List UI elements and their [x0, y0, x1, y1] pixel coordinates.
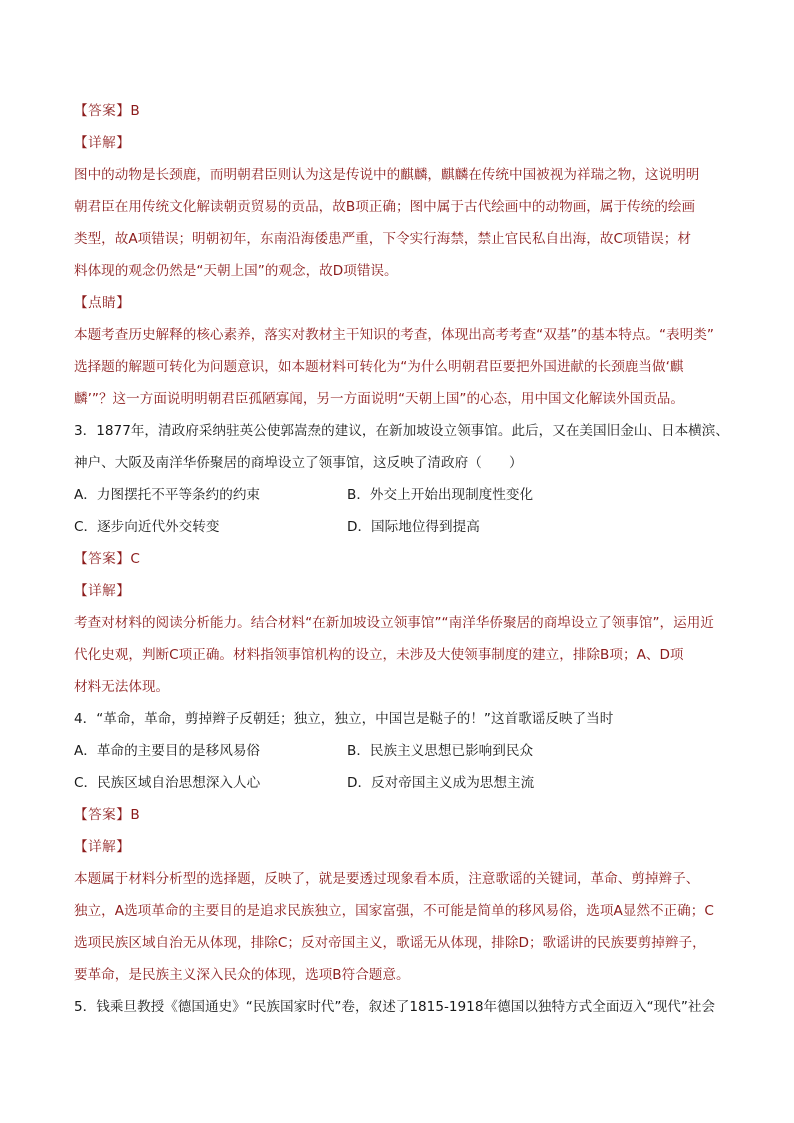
detail-line: 朝君臣在用传统文化解读朝贡贸易的贡品，故B项正确；图中属于古代绘画中的动物画，属于传统的绘画 — [74, 199, 696, 215]
point-line: 麟’”？这一方面说明明朝君臣孤陋寡闻，另一方面说明“天朝上国”的心态，用中国文化解读外国贡品。 — [74, 391, 684, 407]
option-d: D．反对帝国主义成为思想主流 — [347, 775, 535, 791]
detail-line: 材料无法体现。 — [74, 679, 170, 695]
question-stem: 4．“革命，革命，剪掉辫子反朝廷；独立，独立，中国岂是鞑子的！”这首歌谣反映了当时 — [74, 711, 614, 727]
option-b: B．外交上开始出现制度性变化 — [347, 487, 534, 503]
question-stem: 神户、大阪及南洋华侨聚居的商埠设立了领事馆，这反映了清政府（ ） — [74, 455, 523, 471]
option-a: A．力图摆托不平等条约的约束 — [74, 487, 261, 503]
detail-line: 本题属于材料分析型的选择题，反映了，就是要透过现象看本质，注意歌谣的关键词，革命、剪掉辫子、 — [74, 871, 700, 887]
point-tag: 【点睛】 — [74, 295, 131, 311]
detail-line: 图中的动物是长颈鹿，而明朝君臣则认为这是传说中的麒麟，麒麟在传统中国被视为祥瑞之物，这说明明 — [74, 167, 700, 183]
question-stem: 5．钱乘旦教授《德国通史》“民族国家时代”卷，叙述了1815-1918年德国以独特方式全面迈入“现代”社会 — [74, 999, 716, 1015]
detail-line: 料体现的观念仍然是“天朝上国”的观念，故D项错误。 — [74, 263, 398, 279]
question-stem: 3．1877年，清政府采纳驻英公使郭嵩焘的建议，在新加坡设立领事馆。此后，又在美国旧金山、日本横滨、 — [74, 423, 729, 439]
answer-tag: 【答案】B — [74, 807, 141, 823]
point-line: 选择题的解题可转化为问题意识，如本题材料可转化为“为什么明朝君臣要把外国进献的长颈鹿当做‘麒 — [74, 359, 684, 375]
option-c: C．逐步向近代外交转变 — [74, 519, 220, 535]
option-d: D．国际地位得到提高 — [347, 519, 480, 535]
detail-line: 代化史观，判断C项正确。材料指领事馆机构的设立，未涉及大使领事制度的建立，排除B项；A、D项 — [74, 647, 684, 663]
detail-tag: 【详解】 — [74, 135, 131, 151]
detail-line: 考查对材料的阅读分析能力。结合材料“在新加坡设立领事馆”“南洋华侨聚居的商埠设立了领事馆”，运用近 — [74, 615, 714, 631]
detail-tag: 【详解】 — [74, 839, 131, 855]
option-a: A．革命的主要目的是移风易俗 — [74, 743, 261, 759]
point-line: 本题考查历史解释的核心素养，落实对教材主干知识的考查，体现出高考考查“双基”的基本特点。“表明类” — [74, 327, 714, 343]
detail-line: 类型，故A项错误；明朝初年，东南沿海倭患严重，下令实行海禁，禁止官民私自出海，故C项错误；材 — [74, 231, 691, 247]
option-c: C．民族区域自治思想深入人心 — [74, 775, 261, 791]
detail-line: 独立，A选项革命的主要目的是追求民族独立，国家富强，不可能是简单的移风易俗，选项A显然不正确；C — [74, 903, 714, 919]
detail-line: 选项民族区域自治无从体现，排除C；反对帝国主义，歌谣无从体现，排除D；歌谣讲的民族要剪掉辫子， — [74, 935, 706, 951]
detail-line: 要革命，是民族主义深入民众的体现，选项B符合题意。 — [74, 967, 410, 983]
answer-tag: 【答案】B — [74, 103, 141, 119]
option-b: B．民族主义思想已影响到民众 — [347, 743, 534, 759]
detail-tag: 【详解】 — [74, 583, 131, 599]
answer-tag: 【答案】C — [74, 551, 141, 567]
